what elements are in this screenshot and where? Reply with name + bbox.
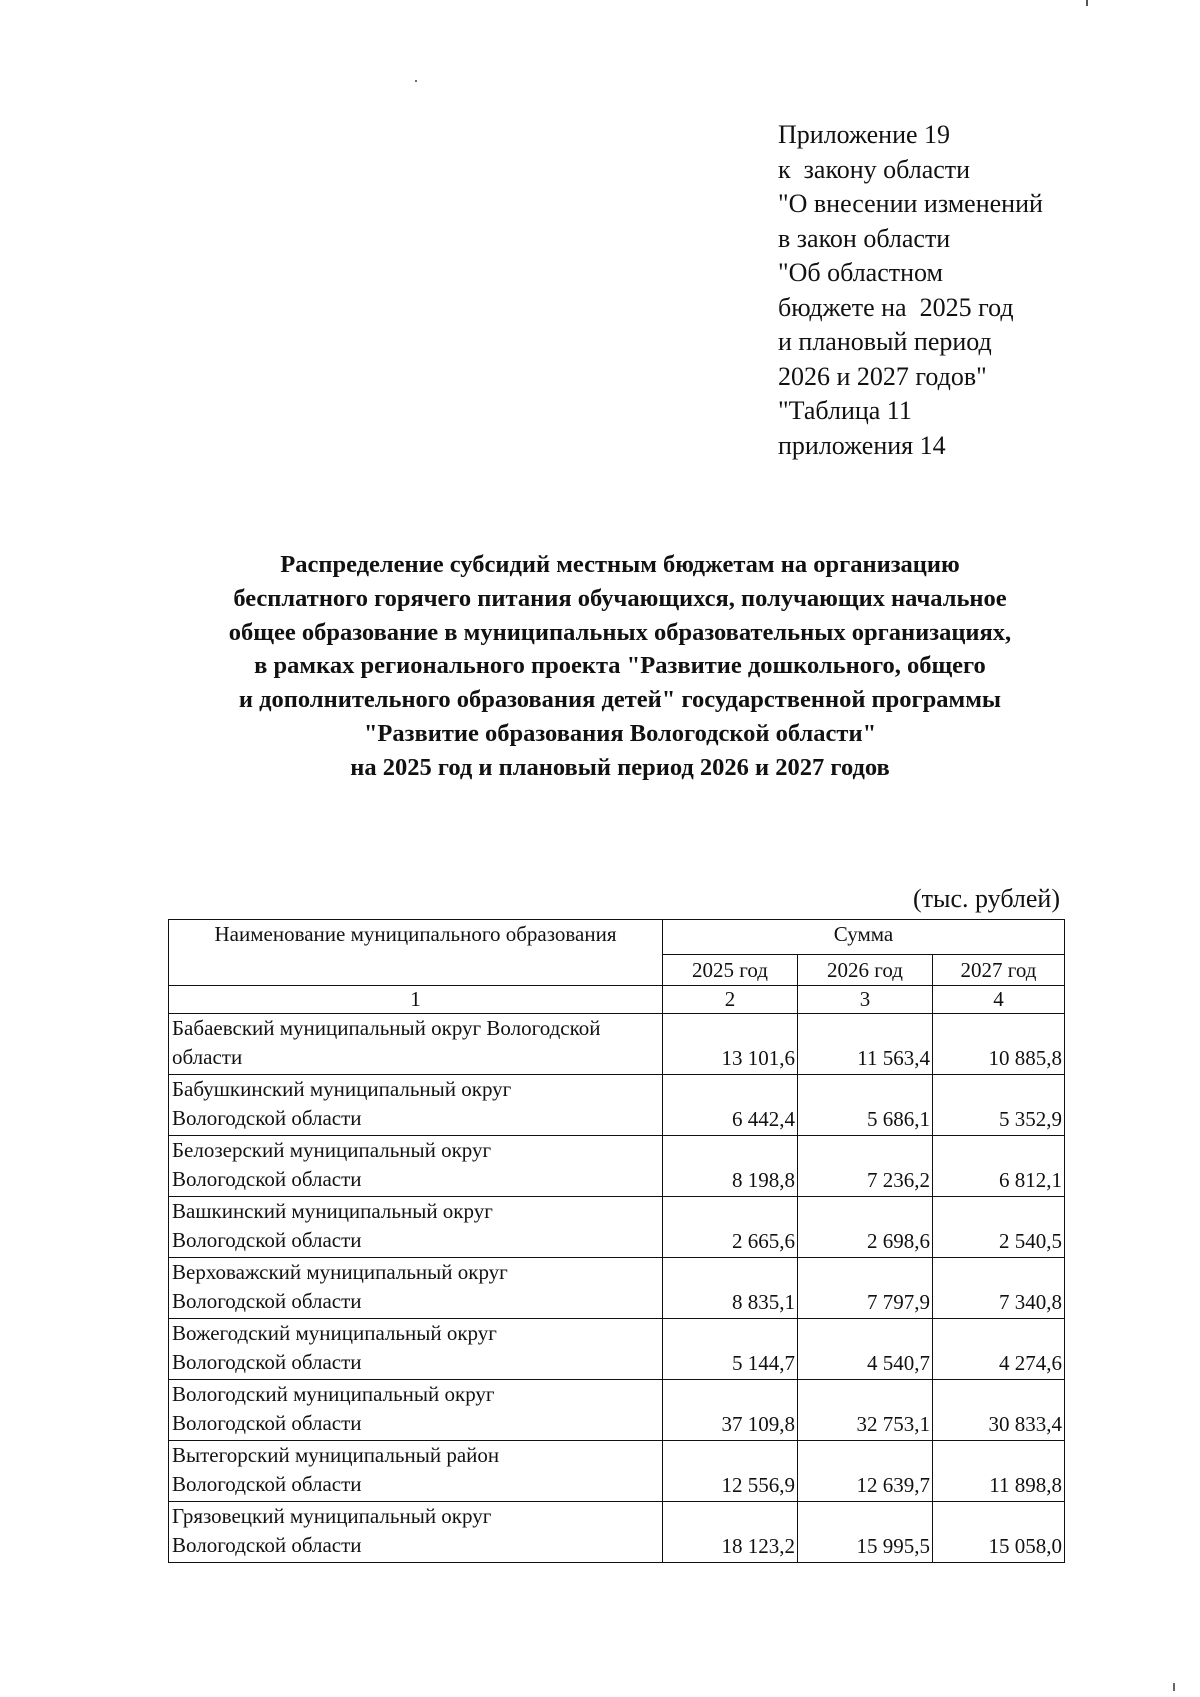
- municipality-name: [169, 1502, 663, 1563]
- value-2027: 7 340,8: [933, 1258, 1065, 1319]
- scan-artifact-mark: [1173, 1683, 1175, 1691]
- name-line: Вологодской области: [172, 1472, 362, 1496]
- name-line: области: [172, 1045, 243, 1069]
- column-number-row: [169, 986, 1065, 1014]
- value-2027: 15 058,0: [933, 1502, 1065, 1563]
- value-2026: 32 753,1: [798, 1380, 933, 1441]
- column-header-2027: 2027 год: [933, 955, 1065, 986]
- municipality-name: [169, 1380, 663, 1441]
- table-row: [169, 1014, 1065, 1075]
- municipality-name: [169, 1136, 663, 1197]
- table-row: [169, 1441, 1065, 1502]
- value-2026: 15 995,5: [798, 1502, 933, 1563]
- value-2025: 5 144,7: [663, 1319, 798, 1380]
- value-2026: 2 698,6: [798, 1197, 933, 1258]
- table-row: [169, 1502, 1065, 1563]
- title-line: и дополнительного образования детей" государственной программы: [238, 686, 1002, 714]
- title-line: "Развитие образования Вологодской области": [363, 719, 877, 747]
- table-row: [169, 1380, 1065, 1441]
- appendix-line: "Об областном: [778, 258, 943, 287]
- appendix-line: 2026 и 2027 годов": [778, 361, 987, 391]
- name-line: Вытегорский муниципальный район: [172, 1443, 500, 1467]
- name-line: Верховажский муниципальный округ: [172, 1260, 508, 1284]
- value-2027: 30 833,4: [933, 1380, 1065, 1441]
- appendix-line: "Таблица 11: [778, 396, 912, 425]
- table-header-row: [169, 920, 1065, 955]
- name-line: Вожегодский муниципальный округ: [172, 1321, 497, 1345]
- subsidies-table: [168, 919, 1065, 1563]
- column-header-2025: 2025 год: [663, 955, 798, 986]
- name-line: Вологодской области: [172, 1167, 362, 1191]
- value-2025: 12 556,9: [663, 1441, 798, 1502]
- appendix-line: бюджете на 2025 год: [778, 292, 1014, 322]
- name-line: Грязовецкий муниципальный округ: [172, 1504, 492, 1528]
- value-2027: 2 540,5: [933, 1197, 1065, 1258]
- value-2025: 18 123,2: [663, 1502, 798, 1563]
- table-row: [169, 1075, 1065, 1136]
- appendix-line: и плановый период: [778, 327, 992, 356]
- appendix-note: [778, 118, 1098, 463]
- table-row: [169, 1136, 1065, 1197]
- appendix-line: к закону области: [778, 154, 971, 184]
- municipality-name: [169, 1075, 663, 1136]
- column-number: 2: [663, 986, 798, 1014]
- value-2027: 11 898,8: [933, 1441, 1065, 1502]
- value-2026: 4 540,7: [798, 1319, 933, 1380]
- column-number: 4: [933, 986, 1065, 1014]
- value-2026: 12 639,7: [798, 1441, 933, 1502]
- municipality-name: [169, 1014, 663, 1075]
- name-line: Вологодской области: [172, 1350, 362, 1374]
- name-line: Вологодский муниципальный округ: [172, 1382, 495, 1406]
- value-2025: 8 198,8: [663, 1136, 798, 1197]
- appendix-line: "О внесении изменений: [778, 189, 1043, 218]
- scan-artifact-dot: [415, 80, 417, 82]
- appendix-line: приложения 14: [778, 430, 946, 460]
- value-2027: 5 352,9: [933, 1075, 1065, 1136]
- title-line: бесплатного горячего питания обучающихся, получающих начальное: [233, 584, 1007, 612]
- column-number: 1: [169, 986, 663, 1014]
- municipality-name: [169, 1319, 663, 1380]
- name-line: Вологодской области: [172, 1289, 362, 1313]
- name-line: Вологодской области: [172, 1228, 362, 1252]
- title-line: в рамках регионального проекта "Развитие дошкольного, общего: [254, 652, 986, 680]
- value-2026: 7 797,9: [798, 1258, 933, 1319]
- value-2027: 6 812,1: [933, 1136, 1065, 1197]
- document-title: [160, 548, 1080, 785]
- title-line: Распределение субсидий местным бюджетам на организацию: [280, 551, 960, 578]
- name-line: Вологодской области: [172, 1411, 362, 1435]
- name-line: Вашкинский муниципальный округ: [172, 1199, 493, 1223]
- municipality-name: [169, 1441, 663, 1502]
- title-line: общее образование в муниципальных образовательных организациях,: [228, 618, 1012, 646]
- name-line: Бабушкинский муниципальный округ: [172, 1077, 512, 1101]
- value-2027: 10 885,8: [933, 1014, 1065, 1075]
- column-header-2026: 2026 год: [798, 955, 933, 986]
- title-line: на 2025 год и плановый период 2026 и 2027 годов: [350, 753, 890, 781]
- name-line: Вологодской области: [172, 1533, 362, 1557]
- municipality-name: [169, 1258, 663, 1319]
- appendix-line: в закон области: [778, 223, 951, 253]
- name-line: Белозерский муниципальный округ: [172, 1138, 492, 1162]
- table-row: [169, 1258, 1065, 1319]
- column-number: 3: [798, 986, 933, 1014]
- table-row: [169, 1197, 1065, 1258]
- value-2026: 5 686,1: [798, 1075, 933, 1136]
- appendix-line: Приложение 19: [778, 120, 951, 149]
- name-line: Бабаевский муниципальный округ Вологодской: [172, 1016, 601, 1040]
- column-header-name: Наименование муниципального образования: [169, 920, 663, 986]
- value-2025: 8 835,1: [663, 1258, 798, 1319]
- value-2026: 11 563,4: [798, 1014, 933, 1075]
- table-row: [169, 1319, 1065, 1380]
- name-line: Вологодской области: [172, 1106, 362, 1130]
- column-header-sum: Сумма: [663, 920, 1065, 955]
- value-2025: 6 442,4: [663, 1075, 798, 1136]
- scan-artifact-mark: [1086, 0, 1088, 6]
- value-2027: 4 274,6: [933, 1319, 1065, 1380]
- units-label: (тыс. рублей): [912, 884, 1060, 913]
- municipality-name: [169, 1197, 663, 1258]
- value-2025: 13 101,6: [663, 1014, 798, 1075]
- value-2025: 2 665,6: [663, 1197, 798, 1258]
- value-2026: 7 236,2: [798, 1136, 933, 1197]
- value-2025: 37 109,8: [663, 1380, 798, 1441]
